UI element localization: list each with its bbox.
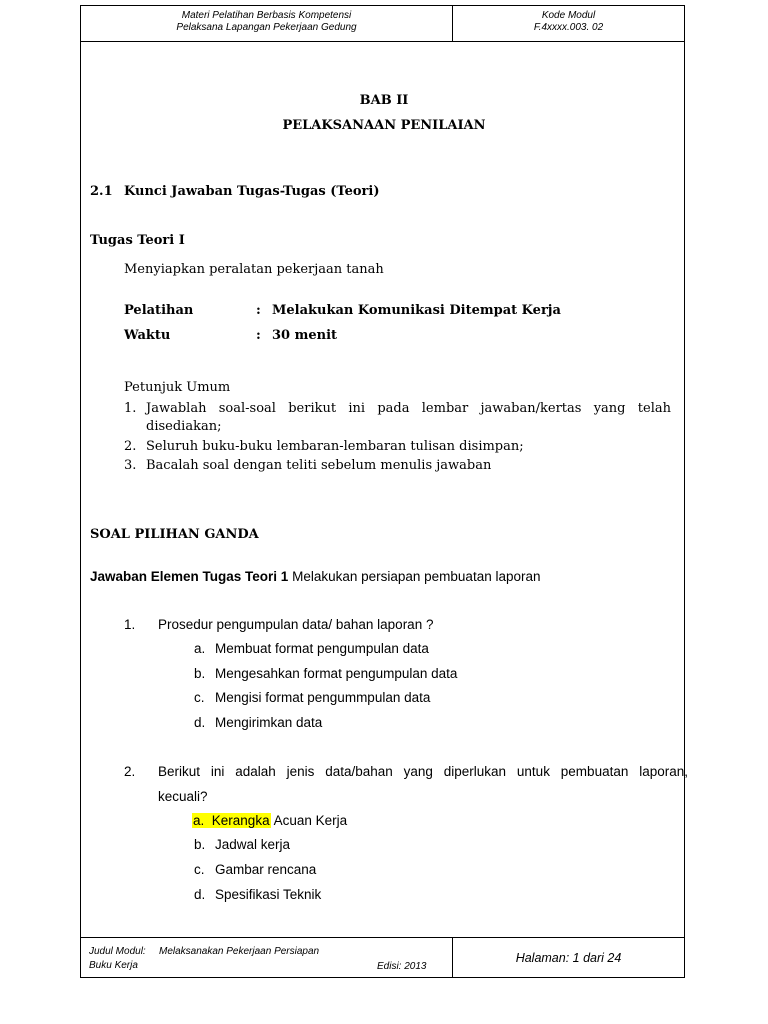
q2-option-d-letter: d.: [194, 887, 206, 902]
page-frame: [80, 5, 685, 978]
jawaban-elemen-bold: Jawaban Elemen Tugas Teori 1: [90, 569, 289, 584]
question-2-text-line2: kecuali?: [158, 789, 208, 804]
waktu-colon: :: [256, 328, 261, 343]
q2-option-d-text: Spesifikasi Teknik: [215, 887, 322, 902]
question-1-text: Prosedur pengumpulan data/ bahan laporan ?: [158, 617, 434, 632]
tugas-heading: Tugas Teori I: [90, 233, 185, 248]
soal-heading: SOAL PILIHAN GANDA: [90, 527, 259, 542]
footer-module-info: [81, 938, 453, 978]
q2-option-c-text: Gambar rencana: [215, 862, 317, 877]
q1-option-d-letter: d.: [194, 715, 206, 730]
petunjuk-item-2-num: 2.: [124, 439, 137, 454]
footer-judul-label: Judul Modul:: [89, 946, 146, 957]
footer-judul-value: Melaksanakan Pekerjaan Persiapan: [159, 946, 320, 957]
petunjuk-item-3-text: Bacalah soal dengan teliti sebelum menulis jawaban: [146, 458, 492, 473]
q1-option-d-text: Mengirimkan data: [215, 715, 323, 730]
q2-option-a-letter: a.: [193, 813, 205, 828]
question-2-text-line1: Berikut ini adalah jenis data/bahan yang diperlukan untuk pembuatan laporan,: [158, 764, 688, 779]
petunjuk-item-1-line2: disediakan;: [146, 419, 222, 434]
q2-option-a-highlight: [192, 813, 271, 828]
chapter-title: BAB II: [359, 93, 409, 108]
q2-option-b-text: Jadwal kerja: [215, 837, 291, 852]
header-module-code: [453, 6, 684, 41]
header-module-info: [81, 6, 453, 41]
petunjuk-item-2-text: Seluruh buku-buku lembaran-lembaran tulisan disimpan;: [146, 439, 524, 454]
q2-option-b-letter: b.: [194, 837, 206, 852]
footer-edisi: Edisi: 2013: [377, 961, 427, 972]
question-2-number: 2.: [124, 764, 136, 779]
q2-option-a: [192, 813, 347, 828]
pelatihan-label: Pelatihan: [124, 303, 194, 318]
q1-option-c-letter: c.: [194, 690, 205, 705]
q1-option-b-letter: b.: [194, 666, 206, 681]
header-right-line2: F.4xxxx.003. 02: [533, 22, 604, 33]
petunjuk-item-1-line1: Jawablah soal-soal berikut ini pada lembar jawaban/kertas yang telah: [146, 401, 671, 416]
question-1-number: 1.: [124, 617, 136, 632]
q1-option-b-text: Mengesahkan format pengumpulan data: [215, 666, 458, 681]
section-number: 2.1: [90, 184, 113, 199]
petunjuk-heading: Petunjuk Umum: [124, 380, 231, 395]
section-title: Kunci Jawaban Tugas-Tugas (Teori): [124, 184, 380, 199]
pelatihan-value: Melakukan Komunikasi Ditempat Kerja: [272, 303, 561, 318]
waktu-value: 30 menit: [272, 328, 338, 343]
pelatihan-colon: :: [256, 303, 261, 318]
header-left-line1: Materi Pelatihan Berbasis Kompetensi: [181, 10, 352, 21]
page-header: [81, 6, 684, 42]
tugas-description: Menyiapkan peralatan pekerjaan tanah: [124, 262, 384, 277]
footer-page-number: Halaman: 1 dari 24: [515, 951, 622, 965]
header-right-line1: Kode Modul: [541, 10, 596, 21]
footer-buku: Buku Kerja: [89, 960, 138, 971]
waktu-label: Waktu: [124, 328, 171, 343]
q2-option-a-rest: Acuan Kerja: [270, 813, 348, 828]
q1-option-a-text: Membuat format pengumpulan data: [215, 641, 429, 656]
jawaban-elemen-rest: Melakukan persiapan pembuatan laporan: [288, 569, 541, 584]
chapter-subtitle: PELAKSANAAN PENILAIAN: [282, 118, 486, 133]
q1-option-c-text: Mengisi format pengummpulan data: [215, 690, 431, 705]
petunjuk-item-3-num: 3.: [124, 458, 137, 473]
q2-option-c-letter: c.: [194, 862, 205, 877]
q2-option-a-highlight-text: Kerangka: [211, 813, 270, 828]
page-footer: [81, 937, 684, 978]
jawaban-elemen-line: [90, 569, 541, 584]
q1-option-a-letter: a.: [194, 641, 206, 656]
petunjuk-item-1-num: 1.: [124, 401, 137, 416]
header-left-line2: Pelaksana Lapangan Pekerjaan Gedung: [176, 22, 357, 33]
